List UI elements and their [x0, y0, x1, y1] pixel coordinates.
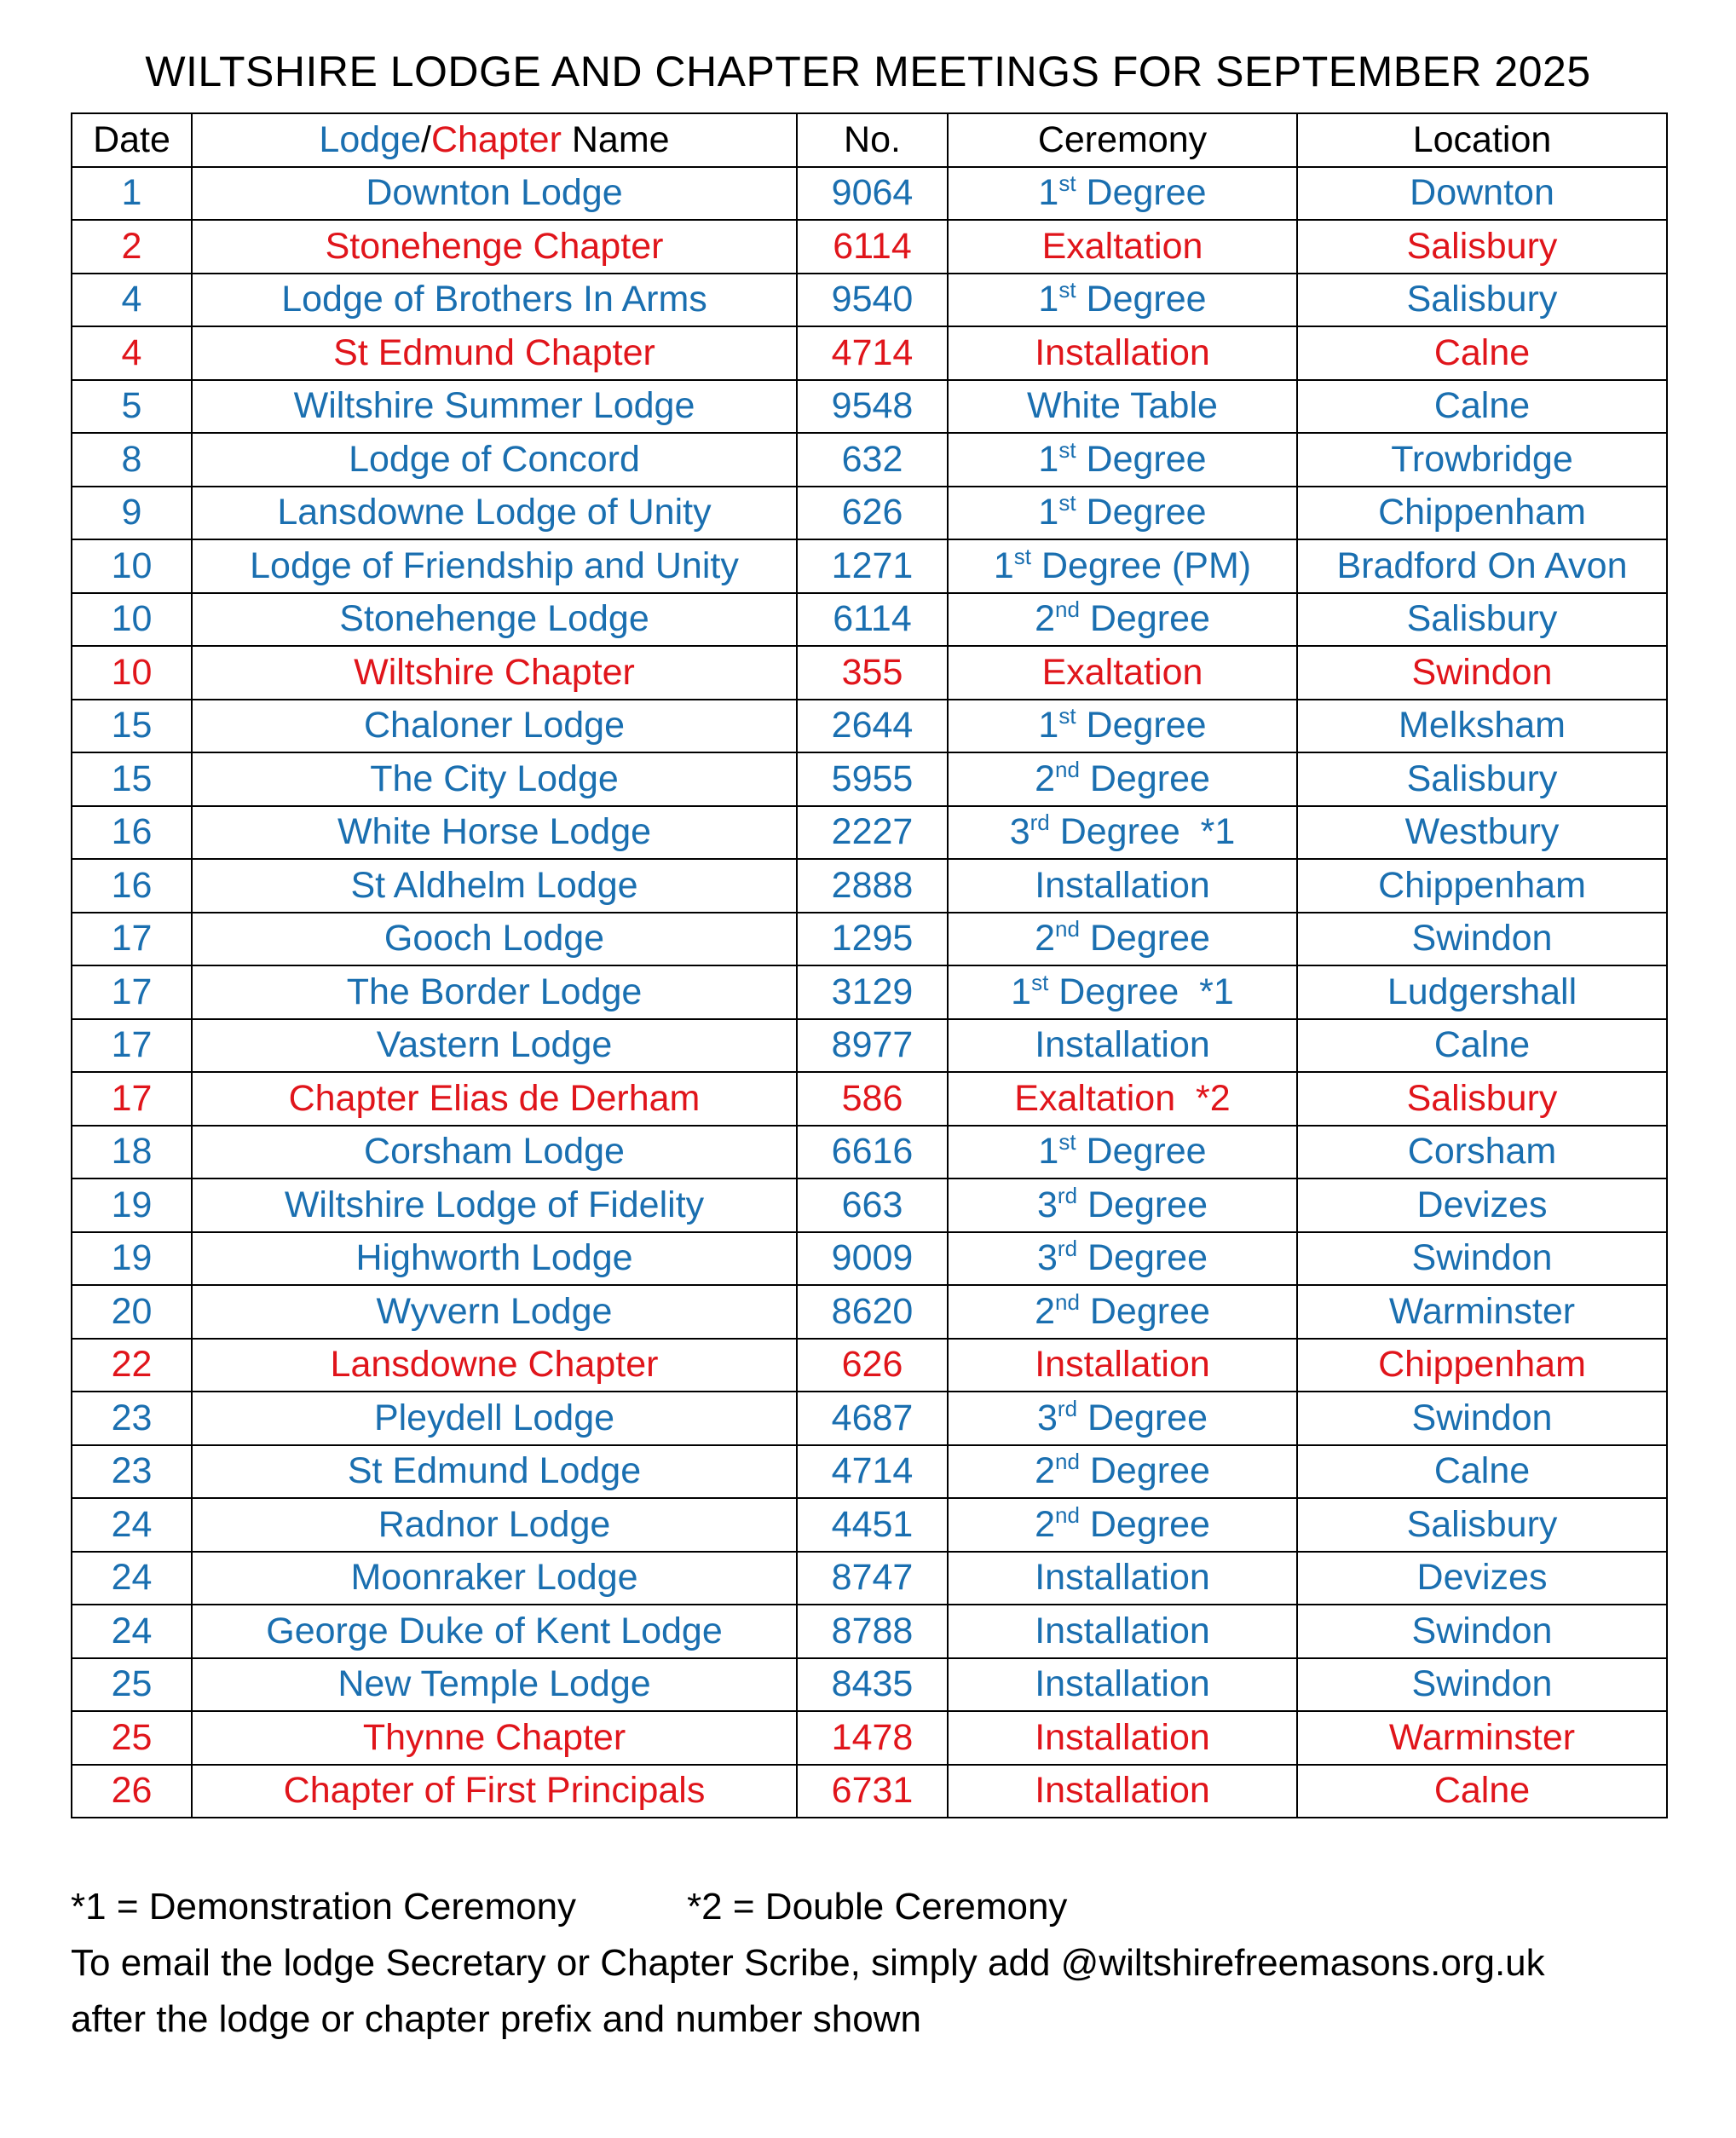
cell-location: Melksham [1297, 700, 1667, 753]
ceremony-degree-number: 1 [993, 545, 1014, 586]
cell-name: The Border Lodge [192, 965, 797, 1019]
cell-name: Stonehenge Chapter [192, 220, 797, 274]
cell-number: 4451 [797, 1498, 948, 1552]
ceremony-text: Degree [1076, 492, 1207, 533]
ceremony-degree-suffix: nd [1055, 1288, 1080, 1315]
cell-location: Chippenham [1297, 859, 1667, 913]
table-header-row [72, 113, 1667, 167]
ceremony-degree-suffix: rd [1057, 1395, 1078, 1421]
cell-number: 4714 [797, 1445, 948, 1499]
cell-number: 632 [797, 433, 948, 487]
cell-date: 9 [72, 487, 192, 540]
cell-date: 24 [72, 1552, 192, 1605]
cell-number: 9548 [797, 380, 948, 434]
footnote-line-1 [71, 1879, 1673, 1935]
cell-number: 8435 [797, 1658, 948, 1712]
cell-name: Lodge of Friendship and Unity [192, 539, 797, 593]
ceremony-degree-number: 1 [1038, 705, 1059, 746]
cell-number: 1271 [797, 539, 948, 593]
cell-name: Highworth Lodge [192, 1232, 797, 1286]
cell-ceremony [948, 487, 1297, 540]
ceremony-text: Degree *1 [1048, 971, 1234, 1012]
table-row [72, 539, 1667, 593]
cell-date: 25 [72, 1658, 192, 1712]
ceremony-degree-suffix: st [1058, 170, 1076, 197]
cell-number: 626 [797, 487, 948, 540]
cell-name: Lansdowne Chapter [192, 1339, 797, 1392]
footnote-double: *2 = Double Ceremony [687, 1886, 1068, 1928]
ceremony-degree-suffix: rd [1029, 810, 1050, 836]
cell-number: 2227 [797, 806, 948, 860]
cell-name: Vastern Lodge [192, 1019, 797, 1073]
cell-location: Corsham [1297, 1126, 1667, 1179]
table-row [72, 965, 1667, 1019]
cell-location: Bradford On Avon [1297, 539, 1667, 593]
cell-number: 4687 [797, 1392, 948, 1445]
ceremony-degree-number: 3 [1036, 1397, 1058, 1438]
cell-date: 16 [72, 806, 192, 860]
cell-date: 18 [72, 1126, 192, 1179]
cell-date: 23 [72, 1445, 192, 1499]
table-row [72, 220, 1667, 274]
ceremony-text: Degree [1079, 1290, 1210, 1332]
table-row [72, 1445, 1667, 1499]
ceremony-degree-number: 1 [1038, 492, 1059, 533]
cell-date: 23 [72, 1392, 192, 1445]
ceremony-degree-number: 1 [1038, 438, 1059, 480]
cell-date: 4 [72, 326, 192, 380]
cell-date: 16 [72, 859, 192, 913]
cell-number: 8620 [797, 1285, 948, 1339]
cell-date: 15 [72, 752, 192, 806]
ceremony-degree-number: 3 [1009, 811, 1030, 853]
cell-date: 25 [72, 1711, 192, 1765]
ceremony-text: Installation [1035, 1610, 1210, 1651]
cell-number: 6731 [797, 1765, 948, 1818]
ceremony-degree-suffix: nd [1055, 1449, 1080, 1475]
cell-ceremony [948, 1072, 1297, 1126]
cell-number: 1295 [797, 913, 948, 966]
cell-ceremony [948, 1339, 1297, 1392]
ceremony-text: Installation [1035, 1663, 1210, 1705]
cell-ceremony [948, 1126, 1297, 1179]
ceremony-text: Degree [1077, 1237, 1208, 1279]
cell-number: 5955 [797, 752, 948, 806]
cell-name: Stonehenge Lodge [192, 593, 797, 647]
cell-ceremony [948, 1019, 1297, 1073]
cell-date: 19 [72, 1232, 192, 1286]
ceremony-text: Degree [1077, 1184, 1208, 1225]
header-name-rest: Name [561, 118, 670, 160]
ceremony-degree-suffix: st [1058, 703, 1076, 729]
cell-ceremony [948, 1552, 1297, 1605]
ceremony-text: Degree [1079, 598, 1210, 640]
cell-date: 24 [72, 1498, 192, 1552]
ceremony-text: Exaltation [1041, 225, 1203, 267]
cell-ceremony [948, 1711, 1297, 1765]
ceremony-text: Degree [1079, 758, 1210, 799]
ceremony-text: Installation [1035, 1344, 1210, 1386]
table-row [72, 1392, 1667, 1445]
table-row [72, 1072, 1667, 1126]
ceremony-degree-suffix: st [1058, 490, 1076, 516]
cell-number: 3129 [797, 965, 948, 1019]
cell-location: Westbury [1297, 806, 1667, 860]
cell-name: Wiltshire Summer Lodge [192, 380, 797, 434]
ceremony-text: Installation [1035, 1024, 1210, 1066]
cell-date: 8 [72, 433, 192, 487]
cell-ceremony [948, 1765, 1297, 1818]
ceremony-text: Degree [1077, 1397, 1208, 1438]
ceremony-degree-suffix: rd [1057, 1236, 1078, 1262]
table-row [72, 1658, 1667, 1712]
ceremony-text: Degree *1 [1049, 811, 1236, 853]
cell-name: The City Lodge [192, 752, 797, 806]
cell-name: White Horse Lodge [192, 806, 797, 860]
meetings-table [71, 112, 1668, 1818]
cell-date: 19 [72, 1178, 192, 1232]
cell-location: Swindon [1297, 1232, 1667, 1286]
cell-ceremony [948, 1178, 1297, 1232]
cell-name: St Aldhelm Lodge [192, 859, 797, 913]
cell-location: Swindon [1297, 1605, 1667, 1658]
ceremony-degree-number: 2 [1035, 918, 1055, 960]
cell-location: Salisbury [1297, 220, 1667, 274]
cell-location: Salisbury [1297, 752, 1667, 806]
header-name-lodge: Lodge [319, 118, 421, 160]
table-row [72, 326, 1667, 380]
cell-name: Thynne Chapter [192, 1711, 797, 1765]
footnote-email-line-2: after the lodge or chapter prefix and number shown [71, 1998, 921, 2040]
cell-date: 22 [72, 1339, 192, 1392]
ceremony-text: Degree [1079, 1450, 1210, 1492]
table-row [72, 806, 1667, 860]
ceremony-degree-suffix: nd [1055, 596, 1080, 623]
header-number: No. [797, 113, 948, 167]
table-row [72, 913, 1667, 966]
table-row [72, 1498, 1667, 1552]
ceremony-text: Degree [1076, 279, 1207, 320]
cell-name: Chaloner Lodge [192, 700, 797, 753]
ceremony-degree-number: 2 [1035, 598, 1055, 640]
ceremony-degree-number: 2 [1035, 758, 1055, 799]
cell-ceremony [948, 274, 1297, 327]
table-row [72, 1711, 1667, 1765]
cell-ceremony [948, 593, 1297, 647]
cell-ceremony [948, 1658, 1297, 1712]
header-name-sep: / [420, 118, 431, 160]
cell-number: 2644 [797, 700, 948, 753]
cell-location: Swindon [1297, 913, 1667, 966]
cell-number: 586 [797, 1072, 948, 1126]
cell-ceremony [948, 752, 1297, 806]
ceremony-text: Installation [1035, 331, 1210, 373]
cell-location: Calne [1297, 1019, 1667, 1073]
ceremony-degree-suffix: nd [1055, 916, 1080, 942]
ceremony-text: Degree [1076, 172, 1207, 214]
cell-number: 6114 [797, 220, 948, 274]
ceremony-text: Degree [1079, 918, 1210, 960]
table-row [72, 646, 1667, 700]
cell-date: 4 [72, 274, 192, 327]
ceremony-text: Installation [1035, 1557, 1210, 1599]
cell-date: 24 [72, 1605, 192, 1658]
cell-name: Chapter of First Principals [192, 1765, 797, 1818]
cell-name: Lansdowne Lodge of Unity [192, 487, 797, 540]
table-row [72, 593, 1667, 647]
cell-location: Devizes [1297, 1552, 1667, 1605]
cell-number: 9540 [797, 274, 948, 327]
cell-ceremony [948, 1232, 1297, 1286]
cell-date: 15 [72, 700, 192, 753]
table-row [72, 380, 1667, 434]
cell-number: 6114 [797, 593, 948, 647]
cell-name: Wyvern Lodge [192, 1285, 797, 1339]
cell-location: Calne [1297, 1765, 1667, 1818]
ceremony-degree-number: 3 [1036, 1237, 1058, 1279]
table-row [72, 1232, 1667, 1286]
ceremony-degree-suffix: st [1058, 277, 1076, 303]
cell-ceremony [948, 326, 1297, 380]
table-row [72, 1339, 1667, 1392]
cell-name: Wiltshire Chapter [192, 646, 797, 700]
cell-number: 4714 [797, 326, 948, 380]
header-ceremony: Ceremony [948, 113, 1297, 167]
cell-ceremony [948, 539, 1297, 593]
cell-name: New Temple Lodge [192, 1658, 797, 1712]
ceremony-degree-number: 1 [1038, 1131, 1059, 1173]
footnotes [71, 1879, 1673, 2048]
cell-name: Corsham Lodge [192, 1126, 797, 1179]
cell-location: Calne [1297, 380, 1667, 434]
cell-ceremony [948, 859, 1297, 913]
cell-ceremony [948, 220, 1297, 274]
table-row [72, 1126, 1667, 1179]
cell-ceremony [948, 1285, 1297, 1339]
cell-location: Chippenham [1297, 1339, 1667, 1392]
cell-ceremony [948, 1498, 1297, 1552]
cell-date: 20 [72, 1285, 192, 1339]
table-row [72, 1019, 1667, 1073]
table-row [72, 1765, 1667, 1818]
cell-date: 17 [72, 1072, 192, 1126]
cell-ceremony [948, 965, 1297, 1019]
ceremony-degree-suffix: st [1058, 1129, 1076, 1155]
cell-location: Salisbury [1297, 593, 1667, 647]
table-row [72, 274, 1667, 327]
ceremony-degree-number: 2 [1035, 1503, 1055, 1545]
cell-location: Devizes [1297, 1178, 1667, 1232]
footnote-email-line: To email the lodge Secretary or Chapter Scribe, simply add @wiltshirefreemasons.org.uk [71, 1942, 1545, 1984]
cell-name: George Duke of Kent Lodge [192, 1605, 797, 1658]
cell-name: Chapter Elias de Derham [192, 1072, 797, 1126]
ceremony-text: White Table [1027, 385, 1218, 427]
table-row [72, 1178, 1667, 1232]
ceremony-degree-suffix: st [1058, 436, 1076, 463]
cell-date: 10 [72, 593, 192, 647]
cell-location: Downton [1297, 167, 1667, 221]
cell-ceremony [948, 1445, 1297, 1499]
cell-date: 17 [72, 965, 192, 1019]
cell-ceremony [948, 1392, 1297, 1445]
table-row [72, 700, 1667, 753]
cell-number: 9009 [797, 1232, 948, 1286]
ceremony-text: Degree [1076, 705, 1207, 746]
ceremony-text: Exaltation [1041, 651, 1203, 693]
ceremony-degree-number: 1 [1038, 172, 1059, 214]
footnote-demonstration: *1 = Demonstration Ceremony [71, 1886, 577, 1928]
cell-name: Radnor Lodge [192, 1498, 797, 1552]
header-name [192, 113, 797, 167]
ceremony-text: Exaltation *2 [1014, 1077, 1231, 1119]
cell-number: 1478 [797, 1711, 948, 1765]
table-row [72, 167, 1667, 221]
cell-location: Warminster [1297, 1711, 1667, 1765]
cell-ceremony [948, 380, 1297, 434]
cell-number: 8788 [797, 1605, 948, 1658]
ceremony-text: Degree [1079, 1503, 1210, 1545]
header-location: Location [1297, 113, 1667, 167]
cell-date: 2 [72, 220, 192, 274]
cell-number: 8977 [797, 1019, 948, 1073]
table-row [72, 1605, 1667, 1658]
ceremony-degree-number: 1 [1011, 971, 1032, 1012]
ceremony-text: Degree [1076, 438, 1207, 480]
cell-location: Trowbridge [1297, 433, 1667, 487]
table-row [72, 487, 1667, 540]
cell-location: Warminster [1297, 1285, 1667, 1339]
ceremony-degree-suffix: st [1013, 543, 1032, 569]
cell-ceremony [948, 700, 1297, 753]
cell-location: Calne [1297, 1445, 1667, 1499]
ceremony-degree-number: 1 [1038, 279, 1059, 320]
cell-location: Swindon [1297, 1392, 1667, 1445]
cell-ceremony [948, 913, 1297, 966]
ceremony-degree-number: 3 [1036, 1184, 1058, 1225]
cell-date: 1 [72, 167, 192, 221]
ceremony-degree-number: 2 [1035, 1290, 1055, 1332]
cell-number: 6616 [797, 1126, 948, 1179]
cell-date: 17 [72, 1019, 192, 1073]
ceremony-degree-suffix: st [1031, 969, 1049, 995]
ceremony-degree-number: 2 [1035, 1450, 1055, 1492]
ceremony-text: Installation [1035, 864, 1210, 906]
ceremony-degree-suffix: nd [1055, 756, 1080, 782]
cell-number: 9064 [797, 167, 948, 221]
cell-date: 10 [72, 539, 192, 593]
cell-number: 355 [797, 646, 948, 700]
cell-name: St Edmund Chapter [192, 326, 797, 380]
cell-number: 663 [797, 1178, 948, 1232]
table-row [72, 433, 1667, 487]
cell-name: Moonraker Lodge [192, 1552, 797, 1605]
ceremony-text: Installation [1035, 1716, 1210, 1758]
cell-date: 26 [72, 1765, 192, 1818]
table-row [72, 859, 1667, 913]
cell-ceremony [948, 646, 1297, 700]
page-title: WILTSHIRE LODGE AND CHAPTER MEETINGS FOR SEPTEMBER 2025 [145, 48, 1591, 95]
cell-name: Wiltshire Lodge of Fidelity [192, 1178, 797, 1232]
table-row [72, 752, 1667, 806]
ceremony-text: Installation [1035, 1770, 1210, 1812]
cell-location: Salisbury [1297, 1498, 1667, 1552]
ceremony-text: Degree [1076, 1131, 1207, 1173]
cell-date: 5 [72, 380, 192, 434]
header-name-chapter: Chapter [430, 118, 562, 160]
ceremony-degree-suffix: rd [1057, 1182, 1078, 1208]
cell-date: 17 [72, 913, 192, 966]
cell-location: Calne [1297, 326, 1667, 380]
ceremony-degree-suffix: nd [1055, 1501, 1080, 1528]
cell-name: St Edmund Lodge [192, 1445, 797, 1499]
cell-number: 8747 [797, 1552, 948, 1605]
cell-location: Chippenham [1297, 487, 1667, 540]
table-row [72, 1285, 1667, 1339]
cell-number: 2888 [797, 859, 948, 913]
cell-date: 10 [72, 646, 192, 700]
cell-ceremony [948, 167, 1297, 221]
cell-name: Pleydell Lodge [192, 1392, 797, 1445]
cell-location: Swindon [1297, 646, 1667, 700]
cell-ceremony [948, 806, 1297, 860]
ceremony-text: Degree (PM) [1031, 545, 1252, 586]
cell-location: Swindon [1297, 1658, 1667, 1712]
cell-name: Lodge of Brothers In Arms [192, 274, 797, 327]
cell-name: Lodge of Concord [192, 433, 797, 487]
cell-location: Ludgershall [1297, 965, 1667, 1019]
cell-name: Downton Lodge [192, 167, 797, 221]
cell-ceremony [948, 1605, 1297, 1658]
table-row [72, 1552, 1667, 1605]
cell-location: Salisbury [1297, 1072, 1667, 1126]
cell-name: Gooch Lodge [192, 913, 797, 966]
cell-location: Salisbury [1297, 274, 1667, 327]
header-date: Date [72, 113, 192, 167]
cell-number: 626 [797, 1339, 948, 1392]
cell-ceremony [948, 433, 1297, 487]
